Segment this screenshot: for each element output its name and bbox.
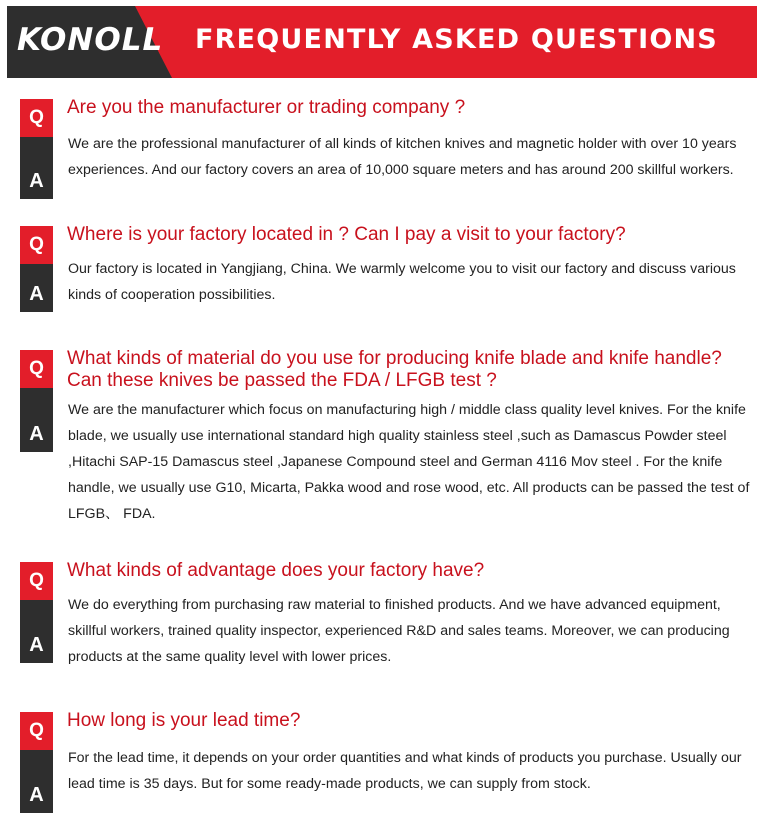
qa-badges <box>20 350 53 452</box>
qa-badges <box>20 226 53 312</box>
question-badge: Q <box>20 562 53 600</box>
question-badge: Q <box>20 226 53 264</box>
question-badge: Q <box>20 99 53 137</box>
faq-banner <box>7 6 757 78</box>
answer-badge: A <box>20 388 53 452</box>
qa-badges <box>20 99 53 199</box>
answer-badge: A <box>20 750 53 813</box>
faq-question: How long is your lead time? <box>67 710 301 731</box>
faq-answer: We are the professional manufacturer of all kinds of kitchen knives and magnetic holder with over 10 years experiences. And our factory covers an area of 10,000 square meters and has around 200 skillful workers. <box>68 136 737 178</box>
faq-question: What kinds of advantage does your factory have? <box>67 560 485 581</box>
faq-question: What kinds of material do you use for producing knife blade and knife handle? Can these knives be passed the FDA / LFGB test ? <box>67 348 722 391</box>
question-badge: Q <box>20 712 53 750</box>
brand-logo: KONOLL <box>17 22 164 58</box>
question-badge: Q <box>20 350 53 388</box>
faq-answer: Our factory is located in Yangjiang, China. We warmly welcome you to visit our factory and discuss various kinds of cooperation possibilities. <box>68 261 736 303</box>
faq-answer: We are the manufacturer which focus on manufacturing high / middle class quality level knives. For the knife blade, we usually use international standard high quality stainless steel ,such as Damascus Powder steel ,Hitachi SAP-15 Damascus steel ,Japanese Compound steel and German 4116 Mov steel . For the knife handle, we usually use G10, Micarta, Pakka wood and rose wood, etc. All products can be passed the test of LFGB、 FDA. <box>68 402 750 522</box>
answer-badge: A <box>20 600 53 663</box>
faq-question: Where is your factory located in ? Can I pay a visit to your factory? <box>67 224 626 245</box>
faq-answer: We do everything from purchasing raw material to finished products. And we have advanced equipment, skillful workers, trained quality inspector, experienced R&D and sales teams. Moreover, we can producing products at the same quality level with lower prices. <box>68 597 730 665</box>
qa-badges <box>20 562 53 663</box>
faq-question: Are you the manufacturer or trading company ? <box>67 97 466 118</box>
answer-badge: A <box>20 137 53 199</box>
qa-badges <box>20 712 53 813</box>
faq-answer: For the lead time, it depends on your order quantities and what kinds of products you purchase. Usually our lead time is 35 days. But for some ready-made products, we can supply from stock. <box>68 750 742 792</box>
page-title: FREQUENTLY ASKED QUESTIONS <box>195 24 718 55</box>
answer-badge: A <box>20 264 53 312</box>
